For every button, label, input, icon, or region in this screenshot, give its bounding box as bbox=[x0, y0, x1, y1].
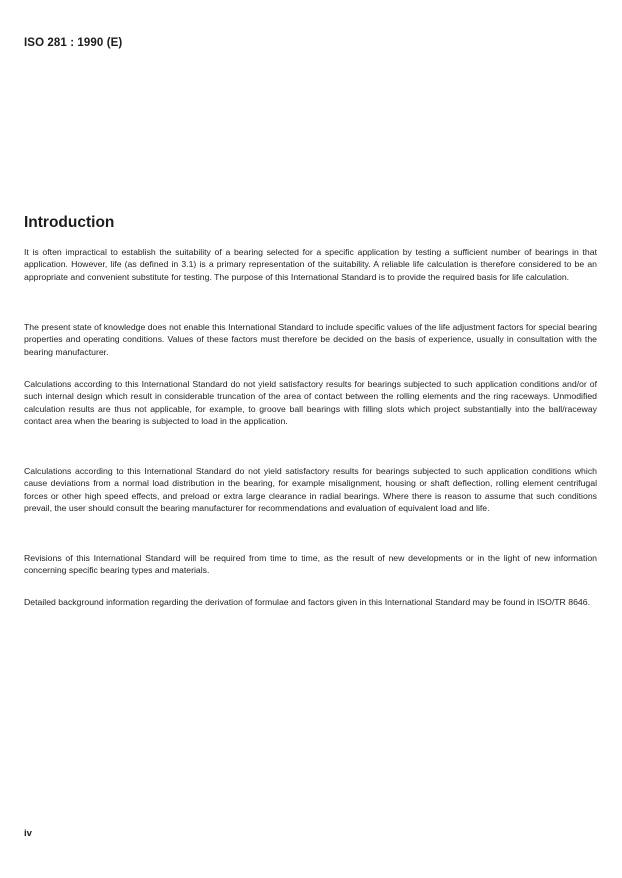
intro-paragraph-4: Calculations according to this International Standard do not yield satisfactory results for bearings subjected to such application conditions which cause deviations from a normal load distribution in the bearing, for example misalignment, housing or shaft deflection, rolling element centrifugal forces or other high speed effects, and preload or extra large clearance in radial bearings. Where there is reason to assume that such conditions prevail, the user should consult the bearing manufacturer for recommendations and evaluation of equivalent load and life. bbox=[24, 466, 597, 514]
page-number: iv bbox=[24, 828, 32, 839]
section-title: Introduction bbox=[24, 214, 115, 231]
intro-paragraph-2: The present state of knowledge does not enable this International Standard to include specific values of the life adjustment factors for special bearing properties and operating conditions. Values of these factors must therefore be decided on the basis of experience, usually in consultation with the bearing manufacturer. bbox=[24, 322, 597, 357]
page-header-standard-id: ISO 281 : 1990 (E) bbox=[24, 37, 123, 49]
intro-paragraph-6: Detailed background information regarding the derivation of formulae and factors given in this International Standard may be found in ISO/TR 8646. bbox=[24, 597, 590, 607]
intro-paragraph-1: It is often impractical to establish the suitability of a bearing selected for a specific application by testing a sufficient number of bearings in that application. However, life (as defined in 3.1) is a primary representation of the suitability. A reliable life calculation is therefore considered to be an appropriate and convenient substitute for testing. The purpose of this International Standard is to provide the required basis for life calculation. bbox=[24, 247, 597, 282]
intro-paragraph-5: Revisions of this International Standard will be required from time to time, as the result of new developments or in the light of new information concerning specific bearing types and materials. bbox=[24, 553, 597, 576]
intro-paragraph-3: Calculations according to this International Standard do not yield satisfactory results for bearings subjected to such application conditions and/or of such internal design which result in considerable truncation of the area of contact between the rolling elements and the ring raceways. Unmodified calculation results are thus not applicable, for example, to groove ball bearings with filling slots which project substantially into the ball/raceway contact area when the bearing is subjected to load in the application. bbox=[24, 379, 597, 427]
